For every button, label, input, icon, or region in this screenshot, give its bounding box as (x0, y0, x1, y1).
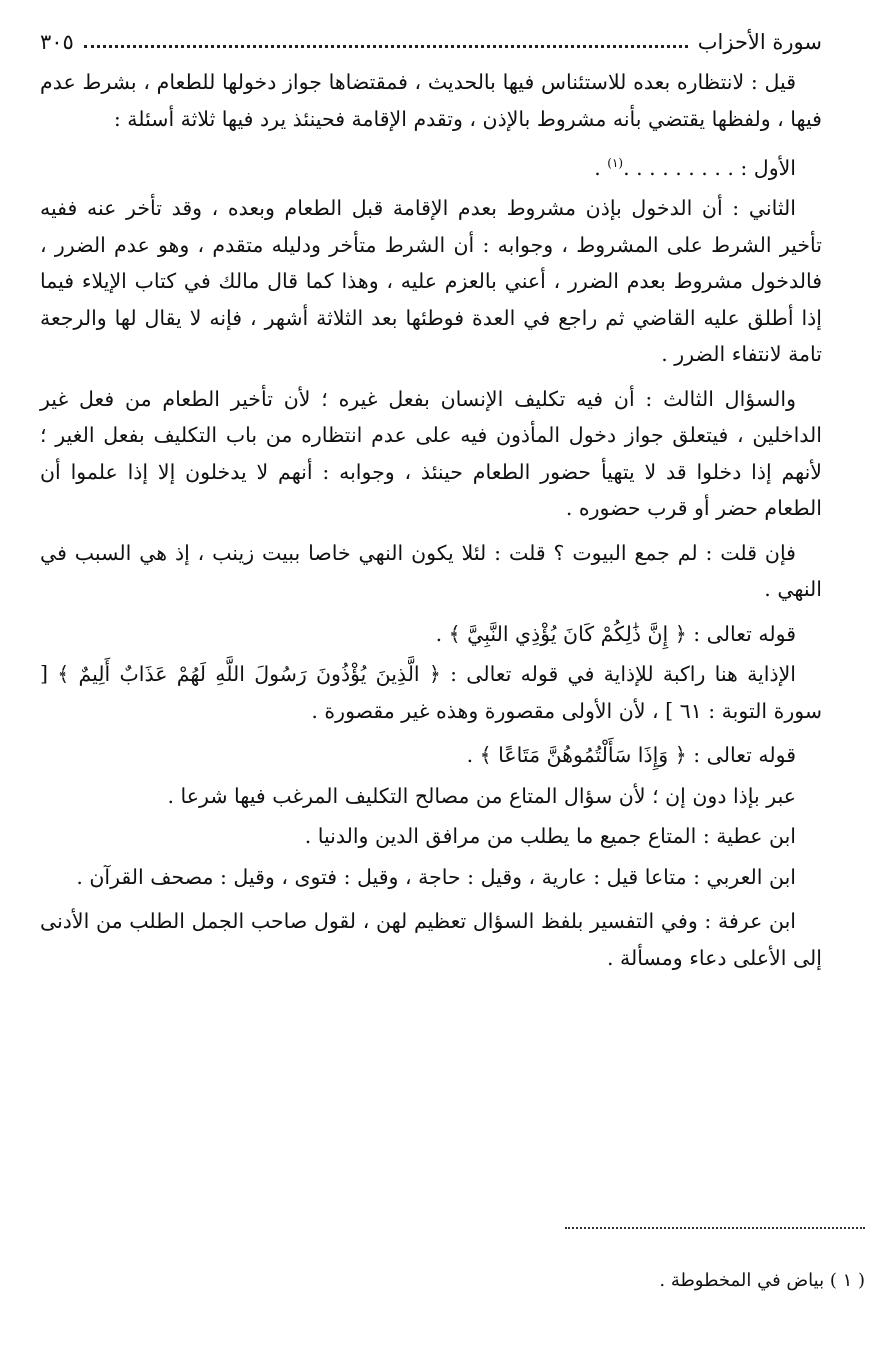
surah-title: سورة الأحزاب (697, 30, 822, 54)
paragraph: ابن العربي : متاعا قيل : عارية ، وقيل : حاجة ، وقيل : فتوى ، وقيل : مصحف القرآن . (76, 864, 796, 889)
page-number: ٣٠٥ (40, 30, 74, 54)
paragraph: عبر بإذا دون إن ؛ لأن سؤال المتاع من مصالح التكليف المرغب فيها شرعا . (167, 783, 796, 808)
paragraph: الإذاية هنا راكبة للإذاية في قوله تعالى : ﴿ الَّذِينَ يُؤْذُونَ رَسُولَ اللَّهِ لَهُمْ عَذَابٌ أَلِيمٌ ﴾ [ سورة التوبة : ٦١ ] ، لأن الأولى مقصورة وهذه غير مقصورة . (40, 662, 822, 723)
page-body (40, 64, 822, 976)
footnote: ( ١ ) بياض في المخطوطة . (659, 1270, 865, 1291)
paragraph-first-question: الأول : . . . . . . . . .$^{(١)}$ . (594, 155, 796, 180)
paragraph: والسؤال الثالث : أن فيه تكليف الإنسان بفعل غيره ؛ لأن تأخير الطعام من فعل غير الداخلين ، فيتعلق جواز دخول المأذون فيه على عدم انتظاره من باب التكليف بفعل الغير ؛ لأنهم إذا دخلوا قد لا يتهيأ حضور الطعام حينئذ ، وجوابه : أنهم لا يدخلون إلا إذا علموا أن الطعام حضر أو قرب حضوره . (40, 386, 822, 521)
book-page (40, 22, 822, 1352)
paragraph-text: الأول : . . . . . . . . . (623, 155, 796, 180)
running-header (40, 22, 822, 62)
paragraph: قيل : لانتظاره بعده للاستئناس فيها بالحديث ، فمقتضاها جواز دخولها للطعام ، بشرط عدم فيها ، ولفظها يقتضي بأنه مشروط بالإذن ، وتقدم الإقامة فحينئذ يرد فيها ثلاثة أسئلة : (40, 70, 822, 131)
paragraph: فإن قلت : لم جمع البيوت ؟ قلت : لئلا يكون النهي خاصا ببيت زينب ، إذ هي السبب في النهي . (40, 540, 822, 602)
paragraph: ابن عطية : المتاع جميع ما يطلب من مرافق الدين والدنيا . (304, 824, 796, 849)
footnote-marker: (١) (607, 156, 624, 170)
paragraph: ابن عرفة : وفي التفسير بلفظ السؤال تعظيم لهن ، لقول صاحب الجمل الطلب من الأدنى إلى الأعلى دعاء ومسألة . (40, 909, 822, 970)
header-dotted-leader (84, 45, 688, 48)
footnote-separator (565, 1227, 865, 1229)
paragraph-verse-citation: قوله تعالى : ﴿ إِنَّ ذَٰلِكُمْ كَانَ يُؤْذِي النَّبِيَّ ﴾ . (435, 621, 796, 646)
paragraph-verse-citation: قوله تعالى : ﴿ وَإِذَا سَأَلْتُمُوهُنَّ مَتَاعًا ﴾ . (466, 743, 796, 768)
paragraph: الثاني : أن الدخول بإذن مشروط بعدم الإقامة قبل الطعام وبعده ، وقد تأخر عنه ففيه تأخير الشرط على المشروط ، وجوابه : أن الشرط متأخر ودليله متقدم ، وهو عدم الضرر ، فالدخول مشروط بعدم الضرر ، أعني بالعزم عليه ، وهذا كما قال مالك في كتاب الإيلاء فيما إذا أطلق عليه القاضي ثم راجع في العدة فوطئها بعد الثلاثة أشهر ، فإنه لا يقال لها والرجعة تامة لانتفاء الضرر . (40, 196, 822, 367)
